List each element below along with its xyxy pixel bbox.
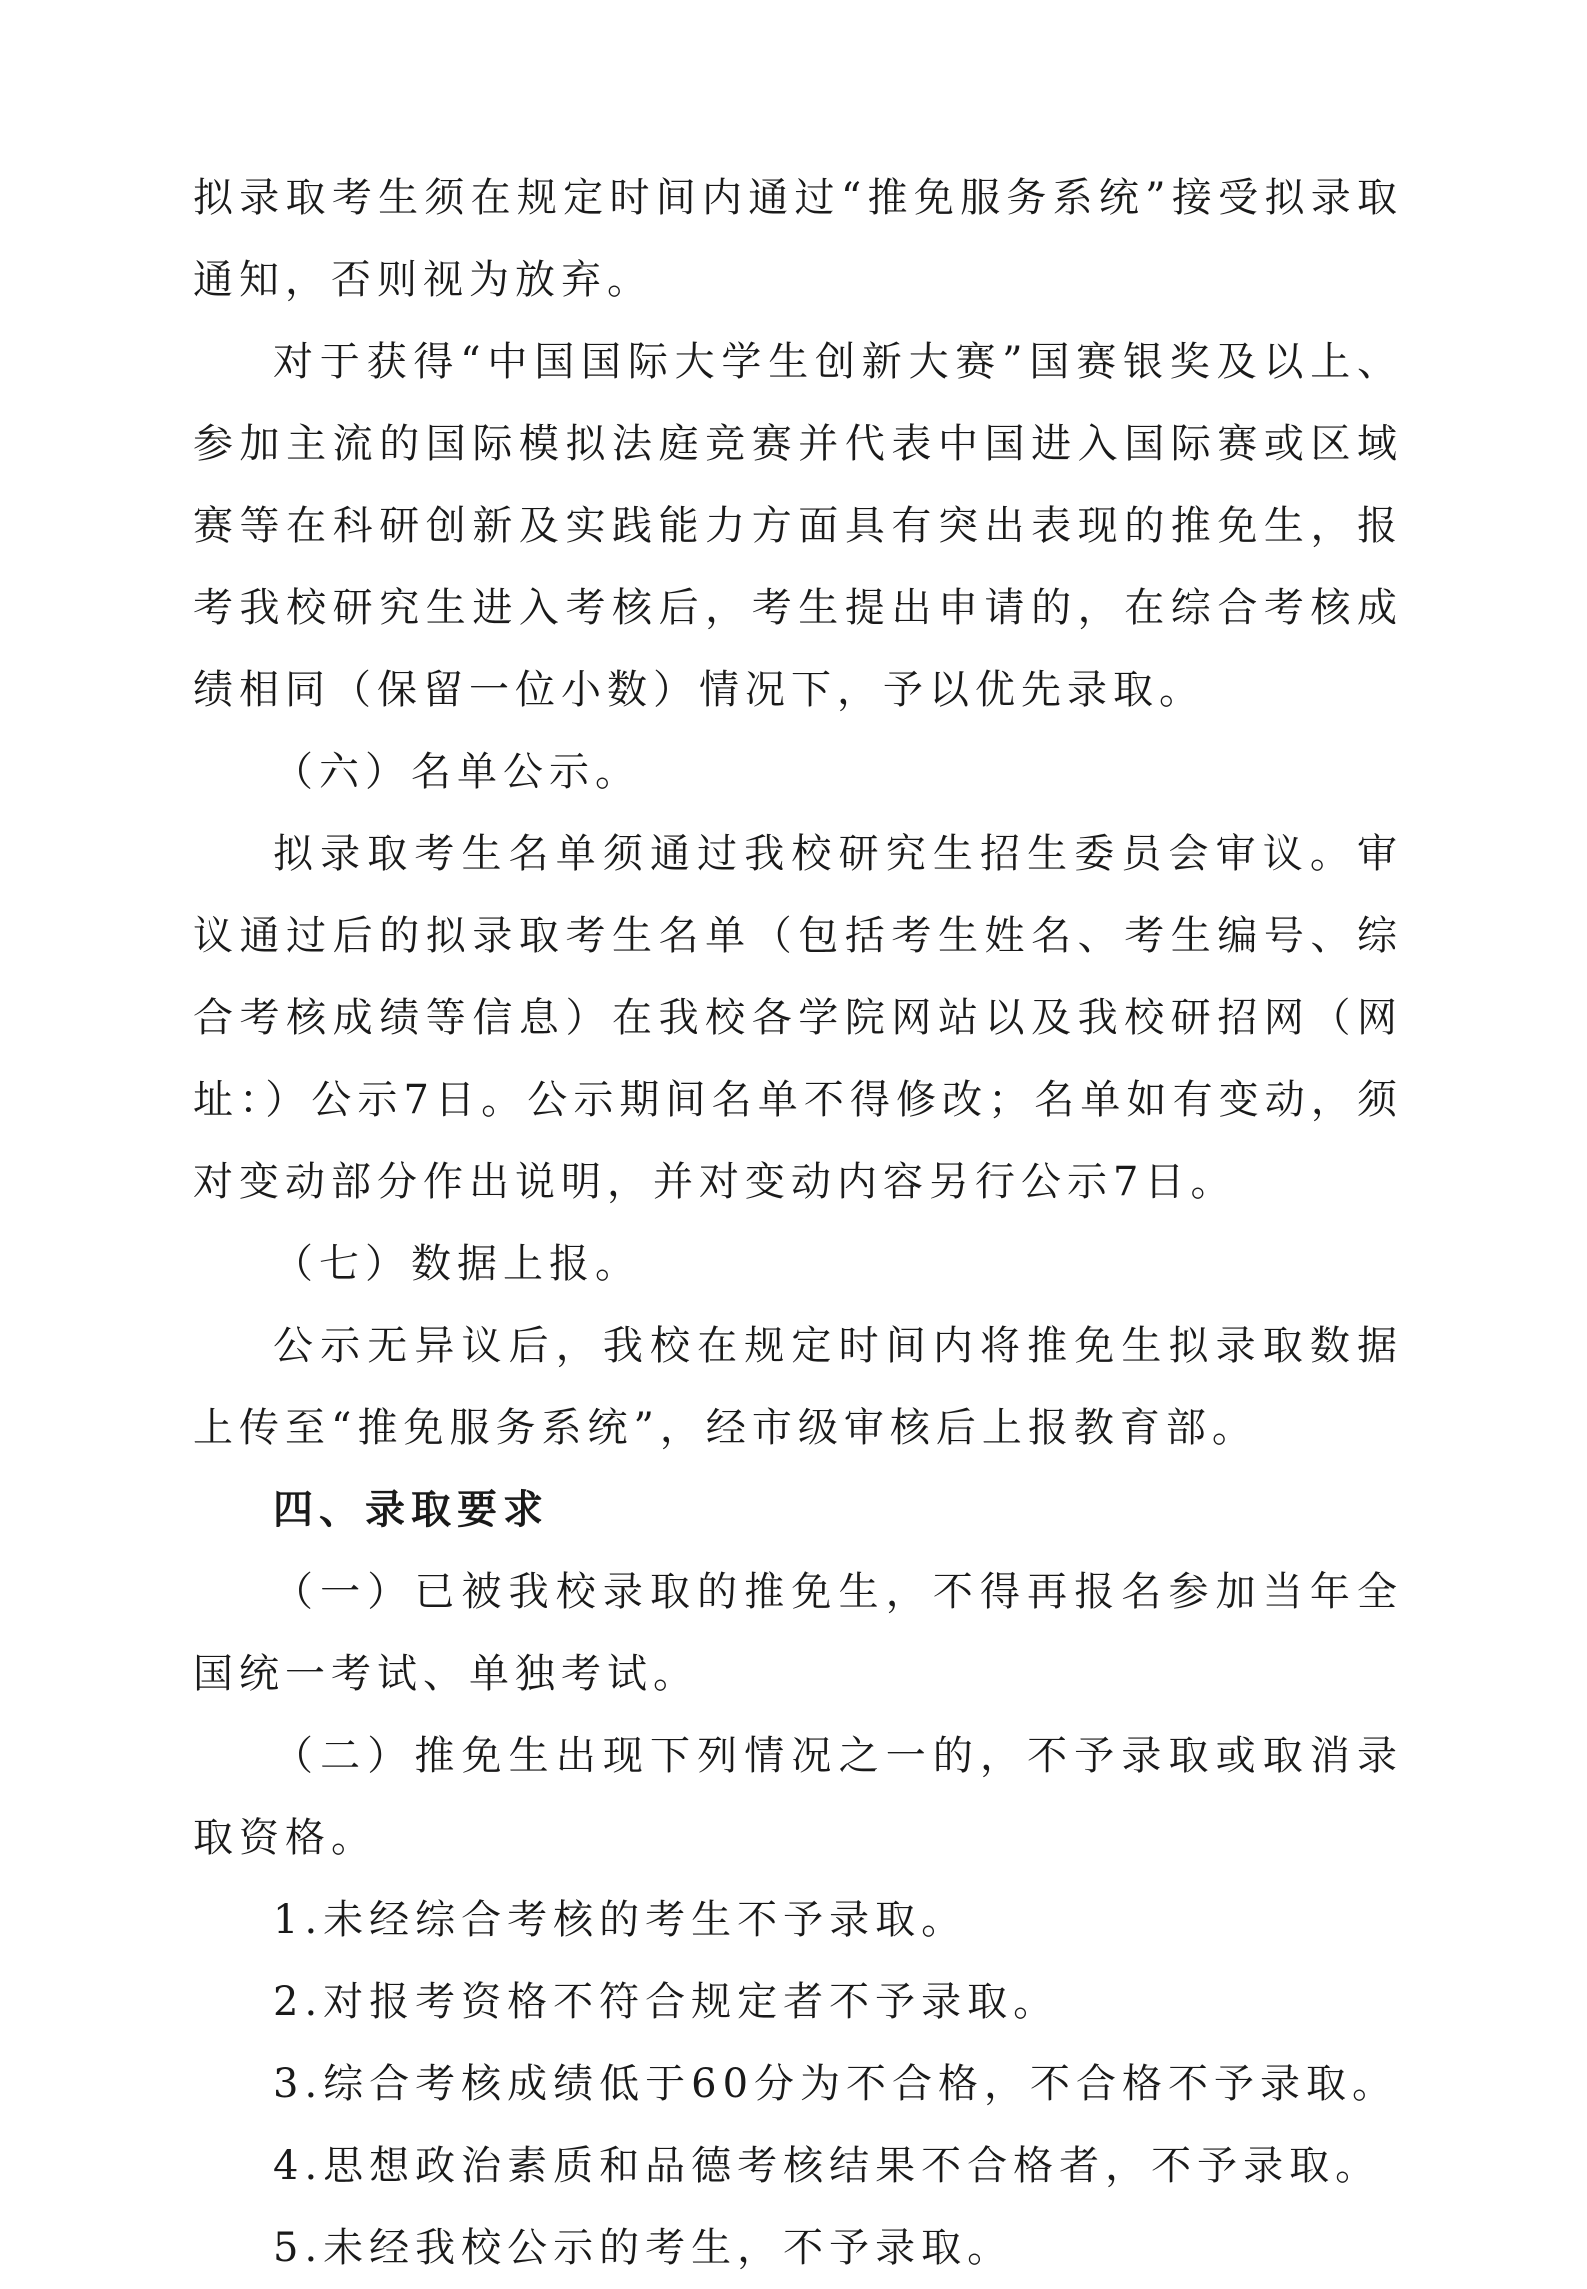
paragraph-acceptance-notice: 拟录取考生须在规定时间内通过“推免服务系统”接受拟录取通知，否则视为放弃。: [193, 175, 1403, 303]
list-item: 3.综合考核成绩低于60分为不合格，不合格不予录取。: [273, 2061, 1399, 2107]
subheading-list-publicity: （六）名单公示。: [273, 749, 641, 795]
list-item: 4.思想政治素质和品德考核结果不合格者，不予录取。: [273, 2143, 1382, 2189]
list-item: 5.未经我校公示的考生，不予录取。: [273, 2225, 1014, 2271]
paragraph-list-publicity: 拟录取考生名单须通过我校研究生招生委员会审议。审议通过后的拟录取考生名单（包括考生姓名、考生编号、综合考核成绩等信息）在我校各学院网站以及我校研招网（网址：）公示7日。公示期间名单不得修改；名单如有变动，须对变动部分作出说明，并对变动内容另行公示7日。: [193, 831, 1403, 1205]
list-item: 2.对报考资格不符合规定者不予录取。: [273, 1979, 1060, 2025]
paragraph-priority-admission: 对于获得“中国国际大学生创新大赛”国赛银奖及以上、参加主流的国际模拟法庭竞赛并代表中国进入国际赛或区域赛等在科研创新及实践能力方面具有突出表现的推免生，报考我校研究生进入考核后，考生提出申请的，在综合考核成绩相同（保留一位小数）情况下，予以优先录取。: [193, 339, 1403, 713]
paragraph-data-report: 公示无异议后，我校在规定时间内将推免生拟录取数据上传至“推免服务系统”，经市级审核后上报教育部。: [193, 1323, 1403, 1451]
requirement-item-2: （二）推免生出现下列情况之一的，不予录取或取消录取资格。: [193, 1733, 1403, 1861]
requirement-item-1: （一）已被我校录取的推免生，不得再报名参加当年全国统一考试、单独考试。: [193, 1569, 1403, 1697]
section-heading-admission-requirements: 四、录取要求: [273, 1486, 549, 1533]
list-item: 1.未经综合考核的考生不予录取。: [273, 1897, 968, 1943]
document-body: [193, 157, 1403, 2289]
subheading-data-report: （七）数据上报。: [273, 1241, 641, 1287]
